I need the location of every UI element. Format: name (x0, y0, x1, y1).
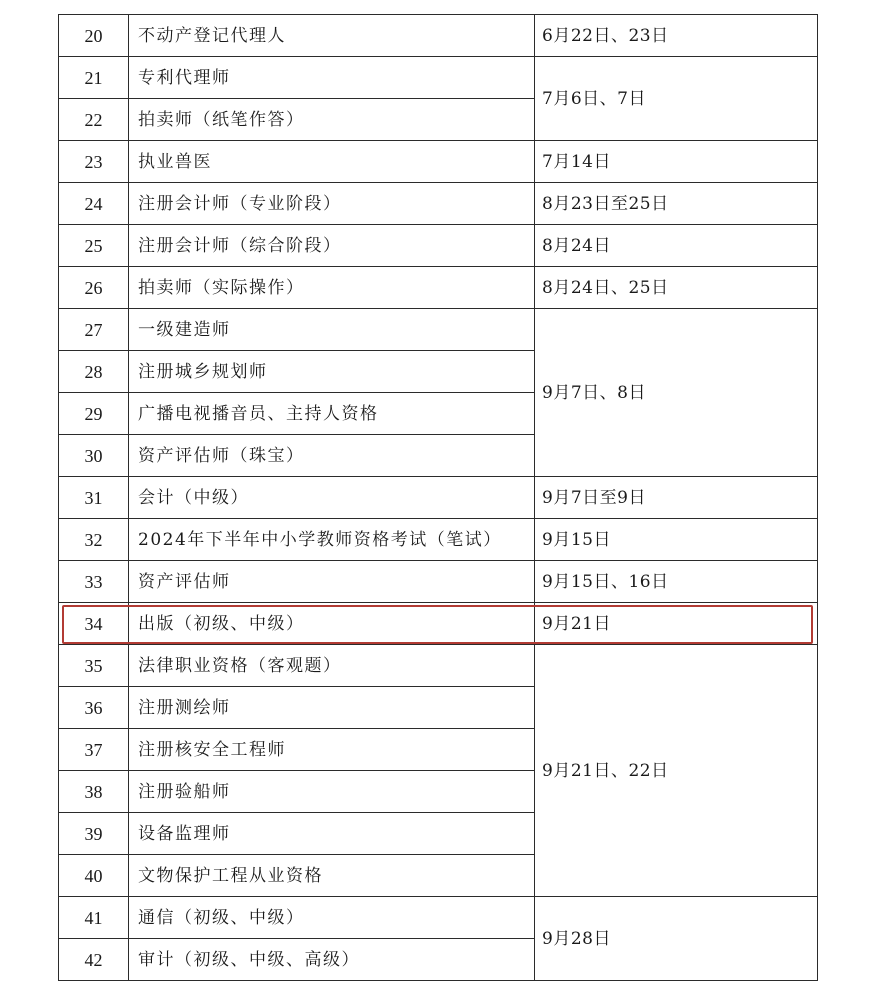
row-number: 25 (59, 225, 129, 267)
table-row (59, 477, 818, 519)
exam-name: 审计（初级、中级、高级） (129, 939, 535, 981)
exam-name: 广播电视播音员、主持人资格 (129, 393, 535, 435)
row-number: 24 (59, 183, 129, 225)
table-row (59, 603, 818, 645)
exam-name: 通信（初级、中级） (129, 897, 535, 939)
table-row (59, 519, 818, 561)
table-row (59, 183, 818, 225)
exam-name: 文物保护工程从业资格 (129, 855, 535, 897)
exam-name: 出版（初级、中级） (129, 603, 535, 645)
row-number: 38 (59, 771, 129, 813)
exam-name: 资产评估师 (129, 561, 535, 603)
exam-name: 专利代理师 (129, 57, 535, 99)
exam-name: 2024年下半年中小学教师资格考试（笔试） (129, 519, 535, 561)
exam-schedule-table (58, 14, 818, 981)
exam-date: 7月14日 (535, 141, 818, 183)
exam-name: 拍卖师（纸笔作答） (129, 99, 535, 141)
row-number: 20 (59, 15, 129, 57)
exam-name: 注册核安全工程师 (129, 729, 535, 771)
row-number: 32 (59, 519, 129, 561)
exam-date: 9月7日至9日 (535, 477, 818, 519)
exam-date: 9月21日、22日 (535, 645, 818, 897)
exam-name: 拍卖师（实际操作） (129, 267, 535, 309)
table-row (59, 645, 818, 687)
exam-date: 7月6日、7日 (535, 57, 818, 141)
row-number: 39 (59, 813, 129, 855)
table-row (59, 225, 818, 267)
row-number: 31 (59, 477, 129, 519)
row-number: 30 (59, 435, 129, 477)
row-number: 42 (59, 939, 129, 981)
row-number: 36 (59, 687, 129, 729)
exam-name: 一级建造师 (129, 309, 535, 351)
row-number: 40 (59, 855, 129, 897)
row-number: 26 (59, 267, 129, 309)
row-number: 35 (59, 645, 129, 687)
exam-date: 8月24日、25日 (535, 267, 818, 309)
table-row (59, 897, 818, 939)
exam-date: 9月15日 (535, 519, 818, 561)
exam-date: 9月21日 (535, 603, 818, 645)
exam-schedule-body (59, 15, 818, 981)
exam-date: 9月7日、8日 (535, 309, 818, 477)
row-number: 37 (59, 729, 129, 771)
exam-date: 6月22日、23日 (535, 15, 818, 57)
exam-name: 执业兽医 (129, 141, 535, 183)
row-number: 29 (59, 393, 129, 435)
exam-name: 会计（中级） (129, 477, 535, 519)
exam-date: 9月28日 (535, 897, 818, 981)
table-row (59, 57, 818, 99)
exam-name: 注册验船师 (129, 771, 535, 813)
row-number: 33 (59, 561, 129, 603)
exam-date: 9月15日、16日 (535, 561, 818, 603)
row-number: 34 (59, 603, 129, 645)
table-row (59, 309, 818, 351)
row-number: 23 (59, 141, 129, 183)
exam-date: 8月23日至25日 (535, 183, 818, 225)
row-number: 21 (59, 57, 129, 99)
exam-name: 注册会计师（专业阶段） (129, 183, 535, 225)
exam-name: 资产评估师（珠宝） (129, 435, 535, 477)
exam-date: 8月24日 (535, 225, 818, 267)
table-row (59, 141, 818, 183)
table-row (59, 15, 818, 57)
row-number: 22 (59, 99, 129, 141)
exam-name: 注册会计师（综合阶段） (129, 225, 535, 267)
row-number: 28 (59, 351, 129, 393)
table-row (59, 561, 818, 603)
exam-name: 不动产登记代理人 (129, 15, 535, 57)
exam-name: 注册测绘师 (129, 687, 535, 729)
exam-name: 设备监理师 (129, 813, 535, 855)
table-row (59, 267, 818, 309)
row-number: 41 (59, 897, 129, 939)
exam-name: 注册城乡规划师 (129, 351, 535, 393)
exam-name: 法律职业资格（客观题） (129, 645, 535, 687)
row-number: 27 (59, 309, 129, 351)
